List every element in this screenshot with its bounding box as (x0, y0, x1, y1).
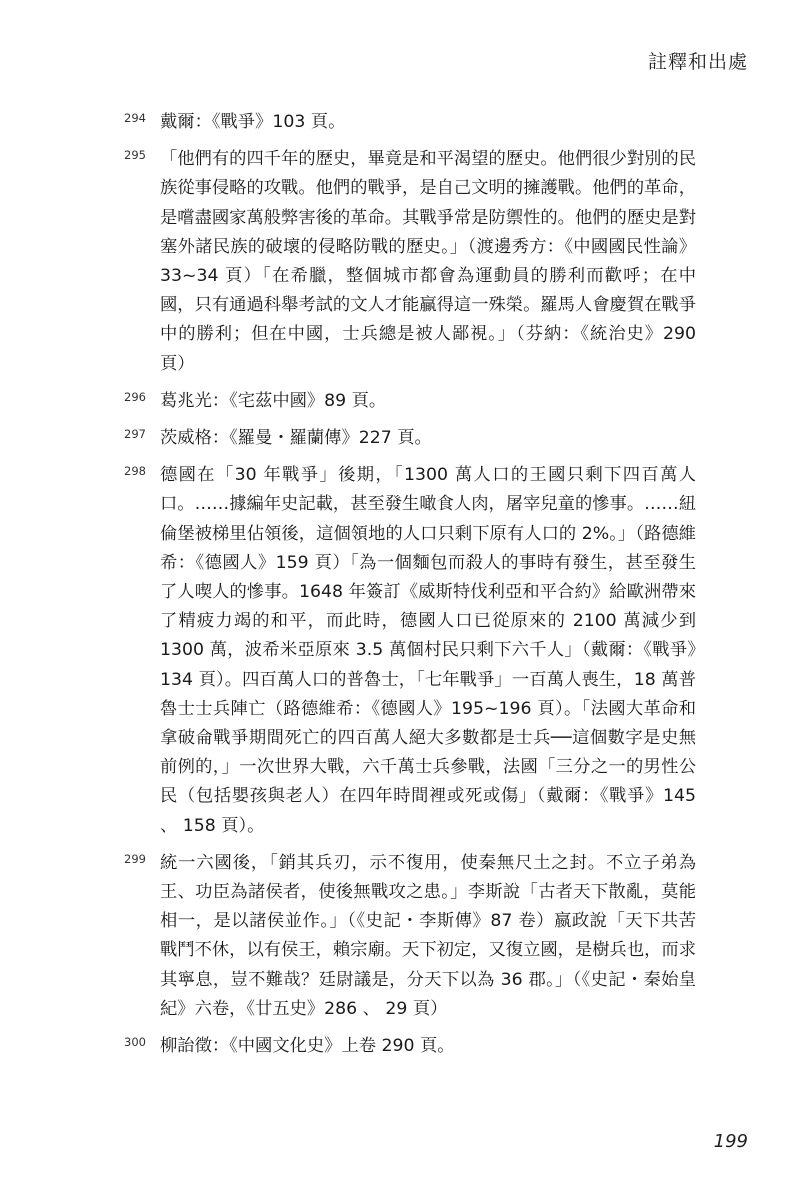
endnote-number: 296 (124, 389, 146, 404)
endnote-297 (0, 424, 800, 453)
endnote-295 (0, 145, 800, 379)
endnote-number: 294 (124, 111, 146, 125)
endnote-number: 295 (124, 148, 146, 163)
endnote-300 (0, 1032, 800, 1061)
endnote-number: 297 (124, 427, 146, 442)
endnotes-list (0, 108, 800, 1069)
endnote-299 (0, 849, 800, 1024)
endnote-number: 298 (124, 464, 146, 479)
endnote-text: 葛兆光：《宅茲中國》89 頁。 (160, 390, 387, 411)
endnote-number: 300 (124, 1035, 146, 1050)
endnote-text: 「他們有的四千年的歷史，畢竟是和平渴望的歷史。他們很少對別的民族從事侵略的攻戰。他們的戰爭，是自己文明的擁護戰。他們的革命，是嚐盡國家萬般弊害後的革命。其戰爭常是防禦性的。他們的歷史是對塞外諸民族的破壞的侵略防戰的歷史。」（渡邊秀方：《中國國民性論》33~34 頁）「在希臘，整個城市都會為運動員的勝利而歡呼；在中國，只有通過科舉考試的文人才能贏得這一殊榮。羅馬人會慶賀在戰爭中的勝利；但在中國，士兵總是被人鄙視。」（芬納：《統治史》290 頁） (160, 149, 696, 374)
page-number: 199 (713, 1131, 748, 1152)
endnote-296 (0, 387, 800, 416)
endnote-294 (0, 108, 800, 137)
endnote-number: 299 (124, 851, 146, 866)
endnote-text: 德國在「30 年戰爭」後期，「1300 萬人口的王國只剩下四百萬人口。……據編年史記載，甚至發生噉食人肉，屠宰兒童的慘事。……紐倫堡被梯里佔領後，這個領地的人口只剩下原有人口的 2%。」（路德維希：《德國人》159 頁）「為一個麵包而殺人的事時有發生，甚至發生了人喫人的慘事。1648 年簽訂《威斯特伐利亞和平合約》給歐洲帶來了精疲力竭的和平，而此時，德國人口已從原來的 2100 萬減少到 1300 萬，波希米亞原來 3.5 萬個村民只剩下六千人」（戴爾：《戰爭》134 頁）。四百萬人口的普魯士，「七年戰爭」一百萬人喪生，18 萬普魯士士兵陣亡（路德維希：《德國人》195~196 頁）。「法國大革命和拿破侖戰爭期間死亡的四百萬人絕大多數都是士兵──這個數字是史無前例的，」一次世界大戰，六千萬士兵參戰，法國「三分之一的男性公民（包括嬰孩與老人）在四年時間裡或死或傷」（戴爾：《戰爭》145 、 158 頁）。 (160, 465, 696, 836)
endnote-text: 統一六國後，「銷其兵刃，示不復用，使秦無尺土之封。不立子弟為王、功臣為諸侯者，使後無戰攻之患。」李斯說「古者天下散亂，莫能相一，是以諸侯並作。」（《史記・李斯傳》87 卷）嬴政說「天下共苦戰鬥不休，以有侯王，賴宗廟。天下初定，又復立國，是樹兵也，而求其寧息，豈不難哉？廷尉議是，分天下以為 36 郡。」（《史記・秦始皇紀》六卷，《廿五史》286 、 29 頁） (160, 852, 696, 1019)
endnote-text: 茨威格：《羅曼・羅蘭傳》227 頁。 (160, 428, 432, 449)
endnote-298 (0, 461, 800, 841)
endnote-text: 戴爾：《戰爭》103 頁。 (160, 112, 346, 132)
endnote-text: 柳詒徵：《中國文化史》上卷 290 頁。 (160, 1036, 455, 1057)
running-header: 註釋和出處 (647, 51, 748, 73)
